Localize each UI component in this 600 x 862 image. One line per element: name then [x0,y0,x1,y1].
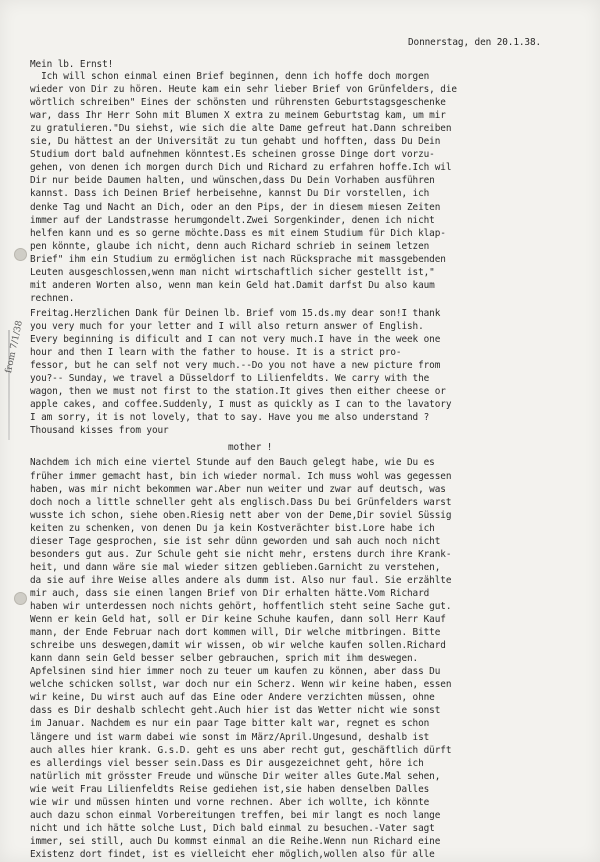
letter-greeting: Mein lb. Ernst! [30,59,114,70]
text-line: dieser Tage gesprochen, sie ist sehr dünn geworden und sah auch noch nicht [30,535,441,547]
text-line: wörtlich schreiben" Eines der schönsten und rührensten Geburtstagsgeschenke [30,97,446,109]
text-line: Brief" ihm ein Studium zu ermöglichen ist nach Rücksprache mit massgebenden [30,253,446,265]
text-line: wie weit Frau Lilienfeldts Reise gediehen ist,sie haben denselben Dalles [30,783,430,795]
letter-date: Donnerstag, den 20.1.38. [408,37,542,48]
text-line: denke Tag und Nacht an Dich, oder an den Pips, der in diesem miesen Zeiten [30,201,441,213]
text-line: es allerdings viel besser sein.Dass es Dir ausgezeichnet geht, höre ich [30,757,424,769]
letter-signoff: mother ! [228,442,273,454]
text-line: mir auch, dass sie einen langen Brief von Dir erhalten hätte.Vom Richard [30,587,430,599]
text-line: kannst. Dass ich Deinen Brief herbeisehne, kannst Du Dir vorstellen, ich [30,188,430,200]
text-line: auch dazu schon einmal Vorbereitungen treffen, bei mir langt es noch lange [30,809,441,821]
text-line: Nachdem ich mich eine viertel Stunde auf den Bauch gelegt habe, wie Du es [30,457,435,469]
text-line: Studium dort bald aufnehmen könntest.Es scheinen grosse Dinge dort vorzu- [30,149,435,161]
text-line: fessor, but he can self not very much.--Do you not have a new picture from [30,360,441,372]
text-line: keiten zu schenken, von denen Du ja kein Kostverächter bist.Lore habe ich [30,522,435,534]
text-line: haben wir unterdessen noch nichts gehört, hoffentlich steht seine Sache gut. [30,601,452,612]
text-line: immer, sei still, auch Du kommst einmal an die Reihe.Wenn nun Richard eine [30,835,441,847]
text-line: you?-- Sunday, we travel a Düsseldorf to Lilienfeldts. We carry with the [30,373,430,385]
text-line: wir keine, Du wirst auch auf das Eine oder Andere verzichten müssen, ohne [30,692,435,704]
text-line: wagon, then we must not first to the station.It gives then either cheese or [30,386,446,398]
text-line: Leuten ausgeschlossen,wenn man nicht wirtschaftlich sicher gestellt ist," [30,266,435,278]
text-line: früher immer gemacht hast, bin ich wieder normal. Ich muss wohl was gegessen [30,470,452,482]
text-line: Thousand kisses from your [30,425,169,437]
text-line: Freitag.Herzlichen Dank für Deinen lb. Brief vom 15.ds.my dear son!I thank [30,307,441,319]
text-line: Ich will schon einmal einen Brief beginnen, denn ich hoffe doch morgen [30,71,430,82]
text-line: Dir nur beide Daumen halten, und wünschen,dass Du Dein Vorhaben ausführen [30,175,435,187]
text-line: Every beginning is dificult and I can not very much.I have in the week one [30,334,441,345]
text-line: natürlich mit grösster Freude und wünsche Dir weiter alles Gute.Mal sehen, [30,770,441,782]
text-line: wusste ich schon, siehe oben.Riesig nett aber von der Deme,Dir soviel Süssig [30,509,452,521]
text-line: pen könnte, glaube ich nicht, denn auch Richard schrieb in seinem letzen [30,240,430,252]
text-line: Apfelsinen sind hier immer noch zu teuer um kaufen zu können, aber dass Du [30,666,441,678]
text-line: dass es Dir deshalb schlecht geht.Auch hier ist das Wetter nicht wie sonst [30,705,441,717]
text-line: zu gratulieren."Du siehst, wie sich die alte Dame gefreut hat.Dann schreiben [30,123,452,135]
text-line: besonders gut aus. Zur Schule geht sie nicht mehr, erstens durch ihre Krank- [30,548,452,560]
text-line: längere und ist warm dabei wie sonst im März/April.Ungesund, deshalb ist [30,731,430,743]
text-line: war, dass Ihr Herr Sohn mit Blumen X extra zu meinem Geburtstag kam, um mir [30,110,446,122]
text-line: hour and then I learn with the father to house. It is a strict pro- [30,347,402,359]
text-line: Wenn er kein Geld hat, soll er Dir keine Schuhe kaufen, dann soll Herr Kauf [30,614,446,626]
text-line: schreibe uns deswegen,damit wir wissen, ob wir welche kaufen sollen.Richard [30,640,446,652]
text-line: mann, der Ende Februar nach dort kommen will, Dir welche mitbringen. Bitte [30,627,441,639]
text-line: wie wir und müssen hinten und vorne rechnen. Aber ich wollte, ich könnte [30,796,430,808]
text-line: helfen kann und es so gerne möchte.Dass es mit einem Studium für Dich klap- [30,227,446,239]
text-line: auch alles hier krank. G.s.D. geht es uns aber recht gut, geschäftlich dürft [30,744,452,756]
text-line: gehen, von denen ich morgen durch Dich und Richard zu erfahren hoffe.Ich wil [30,162,452,174]
text-line: welche schicken sollst, war doch nur ein Scherz. Wenn wir keine haben, essen [30,679,452,691]
text-line: heit, und dann wäre sie mal wieder sitzen geblieben.Garnicht zu verstehen, [30,561,441,573]
punch-hole-bottom [14,592,27,605]
text-line: I am sorry, it is not lovely, that to say. Have you me also understand ? [30,412,430,424]
text-line: im Januar. Nachdem es nur ein paar Tage bitter kalt war, regnet es schon [30,718,430,730]
text-line: rechnen. [30,292,75,304]
text-line: da sie auf ihre Weise alles andere als dumm ist. Also nur faul. Sie erzählte [30,574,452,586]
punch-hole-top [14,248,27,261]
text-line: immer auf der Landstrasse herumgondelt.Zwei Sorgenkinder, denen ich nicht [30,214,435,226]
text-line: kann dann sein Geld besser selber gebrauchen, sprich mit ihm deswegen. [30,653,419,665]
text-line: mit anderen Worten also, wenn man kein Geld hat.Damit darfst Du also kaum [30,279,435,291]
text-line: haben, was mir nicht bekommen war.Aber nun weiter und zwar auf deutsch, was [30,483,446,495]
text-line: wieder von Dir zu hören. Heute kam ein sehr lieber Brief von Grünfelders, die [30,84,457,96]
text-line: apple cakes, and coffee.Suddenly, I must as quickly as I can to the lavatory [30,399,452,411]
margin-note: from 7/1/38 [4,319,25,375]
text-line: sie, Du hättest an der Universität zu tun gehabt und hofften, dass Du Dein [30,136,441,148]
text-line: nicht und ich hätte solche Lust, Dich bald einmal zu besuchen.-Vater sagt [30,822,435,834]
text-line: doch noch a little schneller geht als englisch.Dass Du bei Grünfelders warst [30,496,452,508]
text-line: Existenz dort findet, ist es vielleicht eher möglich,wollen also für alle [30,848,435,860]
text-line: you very much for your letter and I will also return answer of English. [30,320,424,332]
